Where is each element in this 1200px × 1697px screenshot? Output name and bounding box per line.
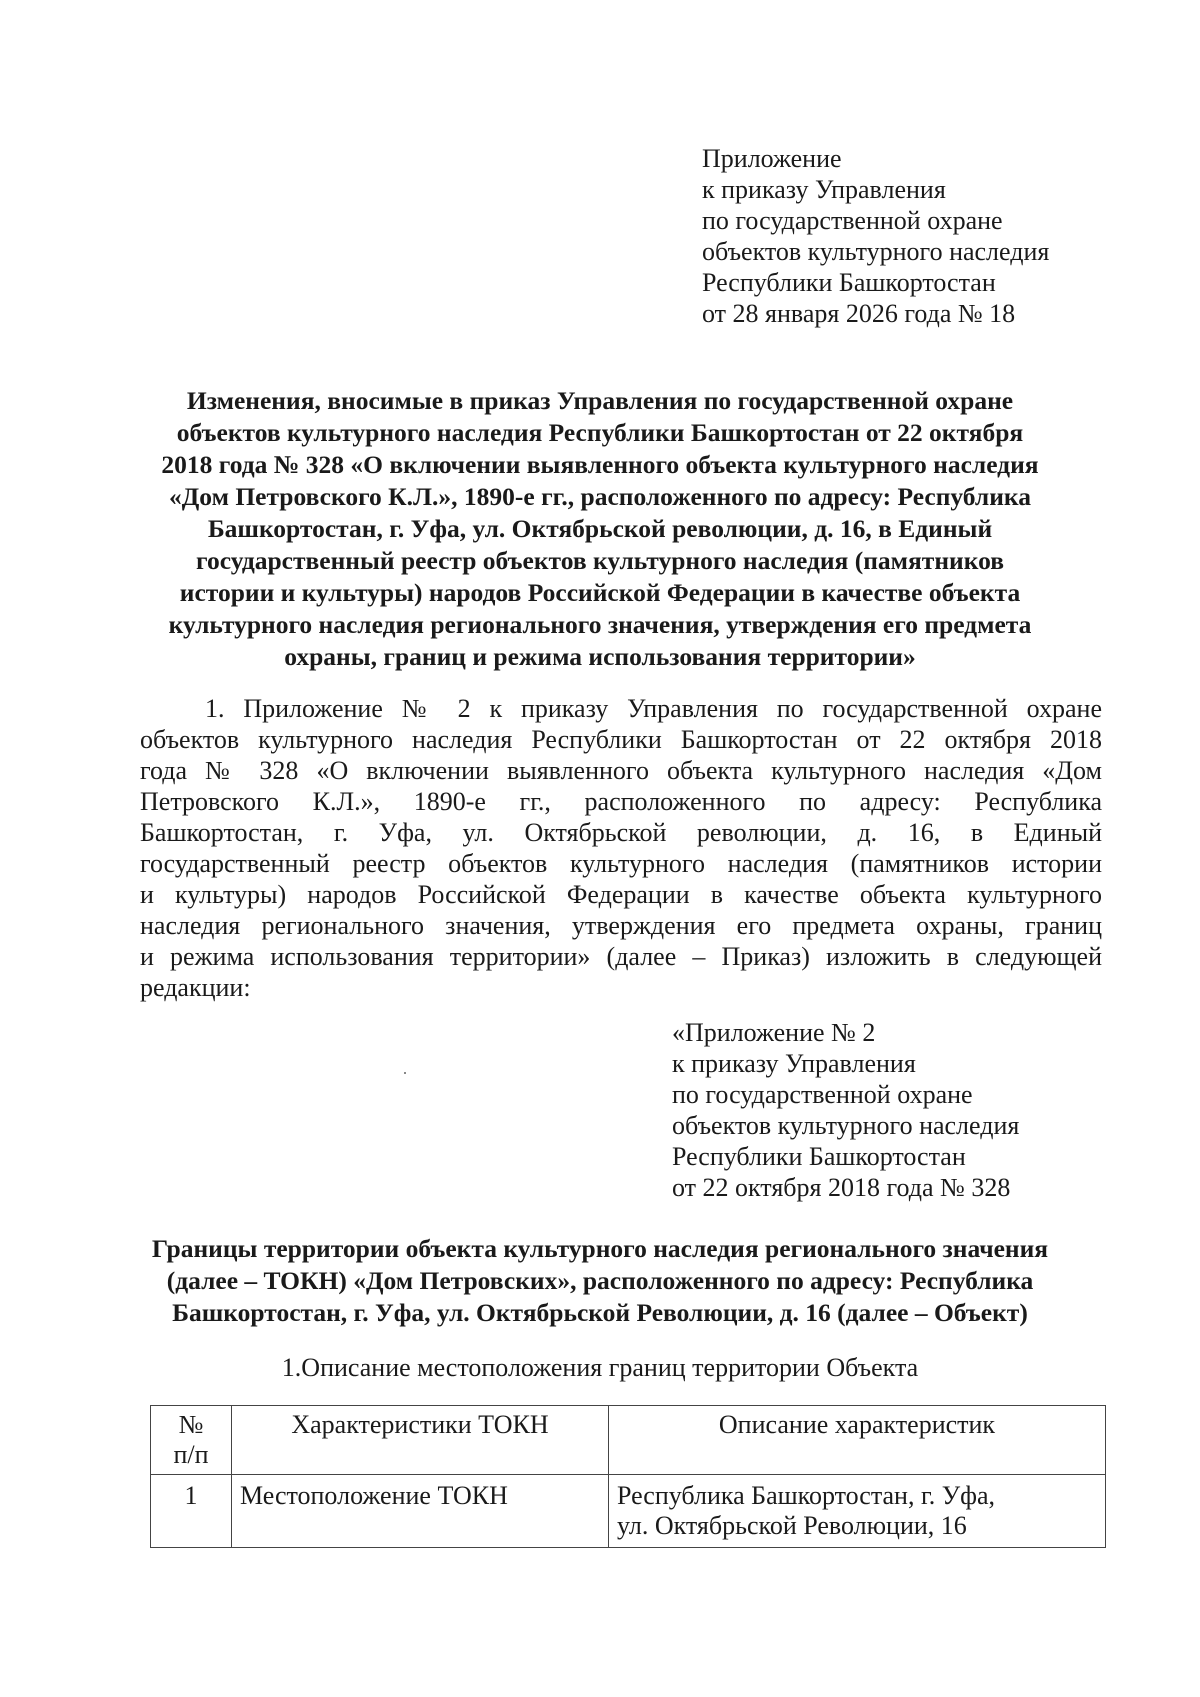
appendix-approval-line: Республики Башкортостан bbox=[672, 1142, 966, 1171]
title-line: государственный реестр объектов культурного наследия (памятников bbox=[196, 546, 1004, 575]
title-line: объектов культурного наследия Республики Башкортостан от 22 октября bbox=[176, 418, 1024, 447]
paragraph-line: наследия регионального значения, утверждения его предмета охраны, границ bbox=[140, 911, 1102, 940]
paragraph-line: объектов культурного наследия Республики Башкортостан от 22 октября 2018 bbox=[140, 725, 1102, 754]
header-num-line1: № bbox=[178, 1410, 204, 1439]
appendix-approval-line: к приказу Управления bbox=[672, 1049, 916, 1078]
appendix-approval-line: «Приложение № 2 bbox=[672, 1018, 876, 1047]
approval-line: объектов культурного наследия bbox=[702, 237, 1050, 266]
title-line: истории и культуры) народов Российской Федерации в качестве объекта bbox=[179, 578, 1021, 607]
paragraph-line: государственный реестр объектов культурного наследия (памятников истории bbox=[140, 849, 1102, 878]
approval-line: Республики Башкортостан bbox=[702, 268, 996, 297]
column-header-description: Описание характеристик bbox=[609, 1406, 1106, 1475]
approval-block bbox=[702, 143, 1049, 329]
appendix-approval-block bbox=[672, 1017, 1019, 1203]
table-row bbox=[151, 1475, 1106, 1548]
title-line: «Дом Петровского К.Л.», 1890-е гг., расположенного по адресу: Республика bbox=[169, 482, 1031, 511]
row-number-cell: 1 bbox=[151, 1475, 232, 1548]
title-line: Изменения, вносимые в приказ Управления по государственной охране bbox=[186, 386, 1014, 415]
boundaries-title-line: Границы территории объекта культурного наследия регионального значения bbox=[151, 1234, 1049, 1263]
column-header-number bbox=[151, 1406, 232, 1475]
title-line: 2018 года № 328 «О включении выявленного объекта культурного наследия bbox=[161, 450, 1039, 479]
paragraph-1 bbox=[140, 693, 1102, 1003]
approval-line: от 28 января 2026 года № 18 bbox=[702, 299, 1016, 328]
description-line: ул. Октябрьской Революции, 16 bbox=[617, 1511, 967, 1540]
approval-line: Приложение bbox=[702, 144, 842, 173]
row-description-cell bbox=[609, 1475, 1106, 1548]
boundaries-title bbox=[120, 1233, 1080, 1329]
title-line: культурного наследия регионального значения, утверждения его предмета bbox=[168, 610, 1032, 639]
appendix-approval-line: объектов культурного наследия bbox=[672, 1111, 1020, 1140]
paragraph-line: редакции: bbox=[140, 973, 251, 1002]
paragraph-line: Петровского К.Л.», 1890-е гг., расположенного по адресу: Республика bbox=[140, 787, 1102, 816]
boundaries-title-line: Башкортостан, г. Уфа, ул. Октябрьской Революции, д. 16 (далее – Объект) bbox=[172, 1298, 1028, 1327]
header-num-line2: п/п bbox=[173, 1440, 209, 1469]
title-line: Башкортостан, г. Уфа, ул. Октябрьской революции, д. 16, в Единый bbox=[207, 514, 993, 543]
boundaries-title-line: (далее – ТОКН) «Дом Петровских», расположенного по адресу: Республика bbox=[166, 1266, 1034, 1295]
approval-line: по государственной охране bbox=[702, 206, 1003, 235]
paragraph-line: Башкортостан, г. Уфа, ул. Октябрьской революции, д. 16, в Единый bbox=[140, 818, 1102, 847]
document-title bbox=[120, 385, 1080, 673]
table-header-row bbox=[151, 1406, 1106, 1475]
paragraph-line: года № 328 «О включении выявленного объекта культурного наследия «Дом bbox=[140, 756, 1102, 785]
column-header-characteristic: Характеристики ТОКН bbox=[232, 1406, 609, 1475]
paragraph-line: и культуры) народов Российской Федерации в качестве объекта культурного bbox=[140, 880, 1102, 909]
appendix-approval-line: по государственной охране bbox=[672, 1080, 973, 1109]
scan-speck bbox=[404, 1072, 406, 1074]
section-title: 1.Описание местоположения границ территории Объекта bbox=[281, 1353, 919, 1382]
characteristics-table bbox=[150, 1405, 1106, 1548]
appendix-approval-line: от 22 октября 2018 года № 328 bbox=[672, 1173, 1011, 1202]
description-line: Республика Башкортостан, г. Уфа, bbox=[617, 1481, 995, 1510]
title-line: охраны, границ и режима использования территории» bbox=[284, 642, 916, 671]
row-characteristic-cell: Местоположение ТОКН bbox=[232, 1475, 609, 1548]
paragraph-line: 1. Приложение № 2 к приказу Управления по государственной охране bbox=[205, 694, 1102, 723]
paragraph-line: и режима использования территории» (далее – Приказ) изложить в следующей bbox=[140, 942, 1102, 971]
approval-line: к приказу Управления bbox=[702, 175, 946, 204]
